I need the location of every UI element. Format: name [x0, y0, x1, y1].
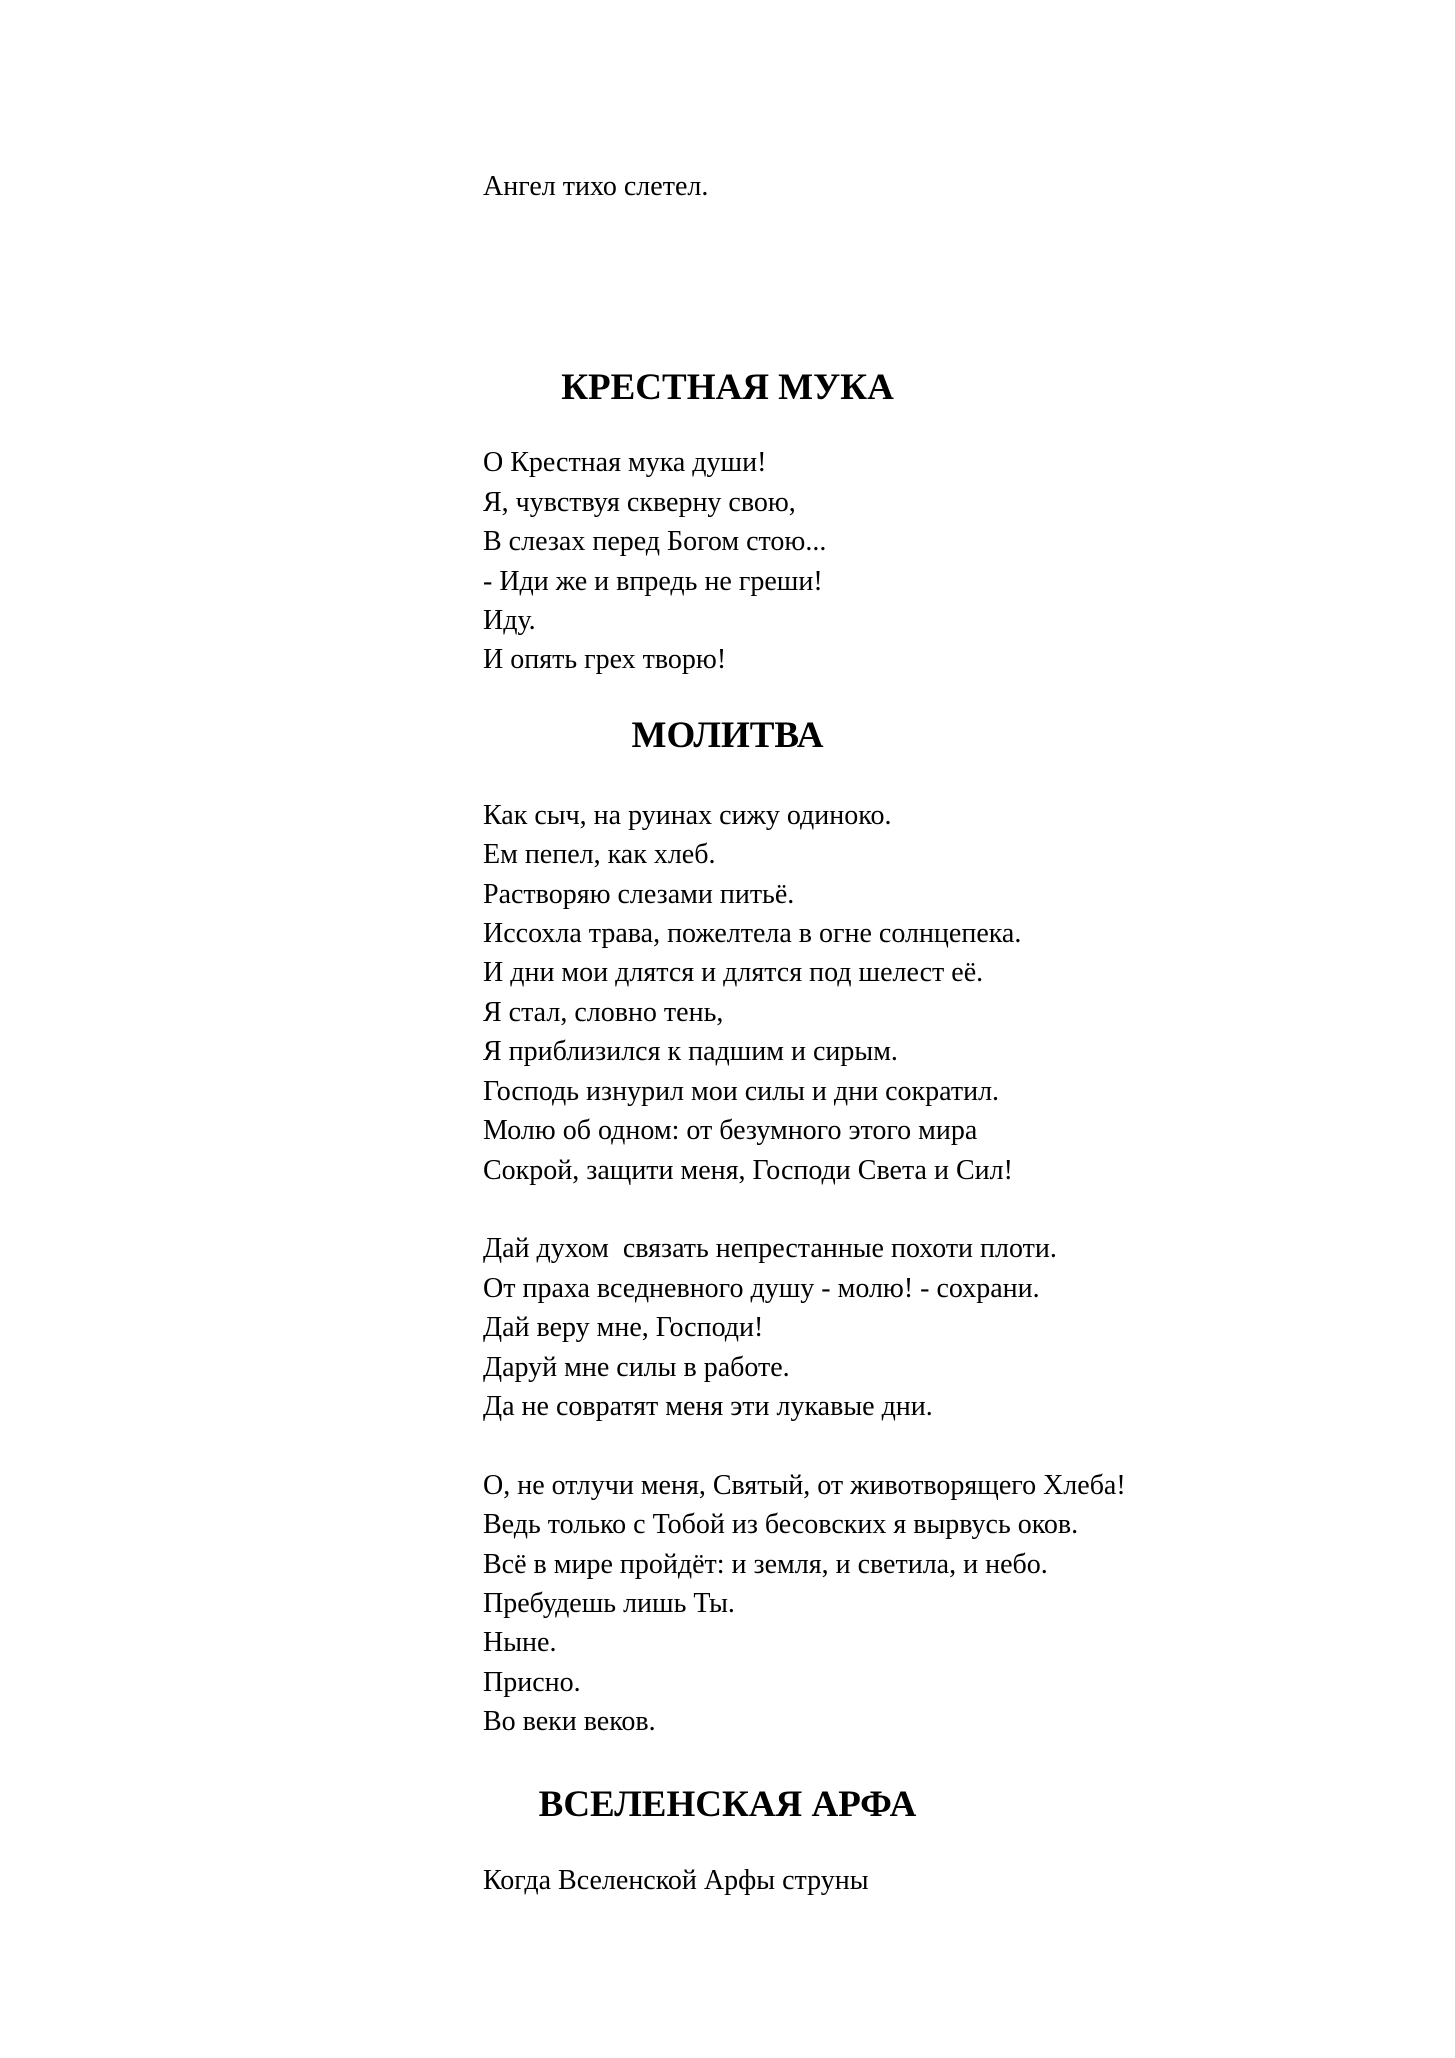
poem-line: Как сыч, на руинах сижу одиноко. [483, 799, 892, 831]
poem-line: Ныне. [483, 1627, 557, 1659]
poem-line: Даруй мне силы в работе. [483, 1351, 790, 1383]
poem-line: От праха вседневного душу - молю! - сохрани. [483, 1272, 1040, 1304]
stanza [483, 443, 1365, 679]
poem-line: И опять грех творю! [483, 644, 727, 676]
poem-line: В слезах перед Богом стою... [483, 526, 827, 558]
poem-line: Растворяю слезами питьё. [483, 878, 795, 910]
poem-title-vselenskaya-arfa: ВСЕЛЕНСКАЯ АРФА [538, 1783, 917, 1825]
poem-line: Дай духом связать непрестанные похоти плоти. [483, 1233, 1057, 1265]
poem-title-molitva: МОЛИТВА [631, 714, 824, 756]
poem-line: Присно. [483, 1666, 581, 1698]
poem-line: Ем пепел, как хлеб. [483, 839, 716, 871]
poem-line: Иду. [483, 605, 536, 637]
poem-line: Ведь только с Тобой из бесовских я вырвусь оков. [483, 1509, 1079, 1541]
poem-line: Я приблизился к падшим и сирым. [483, 1036, 898, 1068]
poem-line: Когда Вселенской Арфы струны [483, 1864, 869, 1896]
poem-line: Господь изнурил мои силы и дни сократил. [483, 1075, 1000, 1107]
poem-line: Всё в мире пройдёт: и земля, и светила, и небо. [483, 1548, 1048, 1580]
stanza [483, 1229, 1365, 1426]
poem-line: О, не отлучи меня, Святый, от животворящего Хлеба! [483, 1469, 1126, 1501]
poem-line: Пребудешь лишь Ты. [483, 1587, 735, 1619]
poem-line: - Иди же и впредь не греши! [483, 565, 823, 597]
poem-line: Молю об одном: от безумного этого мира [483, 1115, 978, 1147]
poem-line: О Крестная мука души! [483, 447, 767, 479]
stanza [483, 1861, 1365, 1900]
poem-line: Я стал, словно тень, [483, 996, 724, 1028]
poem-line: Дай веру мне, Господи! [483, 1312, 764, 1344]
poem-line: Иссохла трава, пожелтела в огне солнцепека. [483, 918, 1022, 950]
stanza [483, 796, 1365, 1190]
poem-line: Во веки веков. [483, 1706, 656, 1738]
poem-line: Да не совратят меня эти лукавые дни. [483, 1390, 933, 1422]
poem-line: Сокрой, защити меня, Господи Света и Сил! [483, 1154, 1013, 1186]
poem-line: И дни мои длятся и длятся под шелест её. [483, 957, 984, 989]
poem-line: Ангел тихо слетел. [483, 171, 709, 202]
poem-title-krestnaya-muka: КРЕСТНАЯ МУКА [561, 367, 894, 409]
stanza [483, 1466, 1365, 1742]
poem-line: Я, чувствуя скверну свою, [483, 486, 796, 518]
